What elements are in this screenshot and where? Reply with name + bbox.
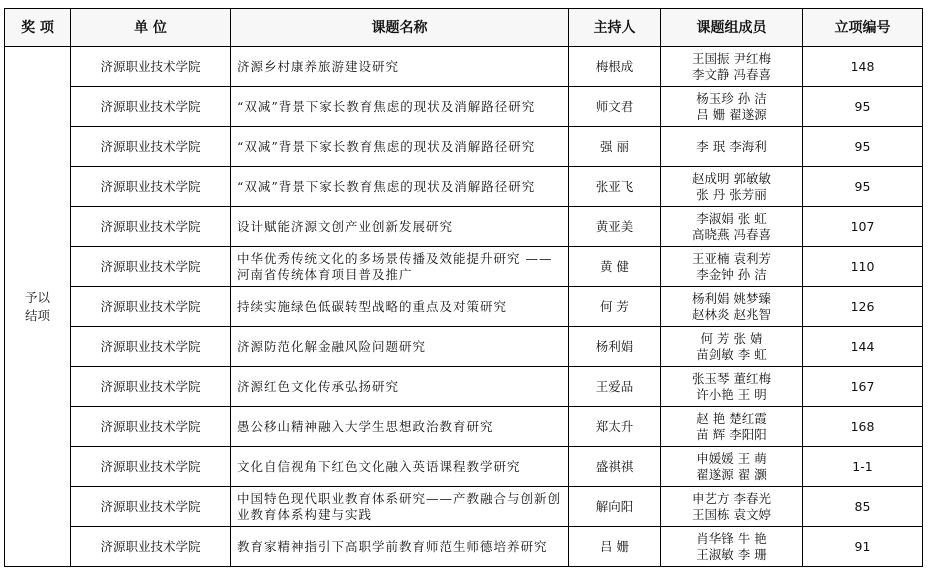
host-cell: 何 芳 bbox=[569, 287, 661, 327]
header-number: 立项编号 bbox=[803, 9, 923, 47]
award-cell bbox=[5, 47, 71, 567]
members-line: 李 珉 李海利 bbox=[696, 138, 767, 154]
header-row bbox=[5, 9, 923, 47]
members-line: 申媛媛 王 萌 bbox=[696, 450, 767, 466]
members-line: 王国栋 袁文婷 bbox=[692, 506, 771, 522]
members-line: 李淑娟 张 虹 bbox=[696, 210, 767, 226]
members-line: 李金钟 孙 洁 bbox=[696, 266, 767, 282]
members-line: 何 芳 张 婧 bbox=[700, 330, 763, 346]
table-row bbox=[5, 127, 923, 167]
table-row bbox=[5, 407, 923, 447]
members-cell bbox=[661, 167, 803, 207]
members-line: 翟遂源 翟 灏 bbox=[696, 466, 767, 482]
unit-cell: 济源职业技术学院 bbox=[71, 247, 231, 287]
title-cell: 文化自信视角下红色文化融入英语课程教学研究 bbox=[231, 447, 569, 487]
number-cell: 168 bbox=[803, 407, 923, 447]
unit-cell: 济源职业技术学院 bbox=[71, 487, 231, 527]
number-cell: 95 bbox=[803, 127, 923, 167]
number-cell: 91 bbox=[803, 527, 923, 567]
table-row bbox=[5, 87, 923, 127]
number-cell: 85 bbox=[803, 487, 923, 527]
title-cell: 教育家精神指引下高职学前教育师范生师德培养研究 bbox=[231, 527, 569, 567]
members-cell bbox=[661, 127, 803, 167]
members-line: 王淑敏 李 珊 bbox=[696, 546, 767, 562]
title-cell: 济源防范化解金融风险问题研究 bbox=[231, 327, 569, 367]
members-line: 肖华锋 牛 艳 bbox=[696, 530, 767, 546]
host-cell: 郑太升 bbox=[569, 407, 661, 447]
header-award: 奖 项 bbox=[5, 9, 71, 47]
award-value bbox=[25, 289, 50, 325]
table-row bbox=[5, 247, 923, 287]
host-cell: 吕 姗 bbox=[569, 527, 661, 567]
award-value-line1: 予以 bbox=[24, 289, 50, 305]
title-cell: 愚公移山精神融入大学生思想政治教育研究 bbox=[231, 407, 569, 447]
unit-cell: 济源职业技术学院 bbox=[71, 87, 231, 127]
number-cell: 167 bbox=[803, 367, 923, 407]
unit-cell: 济源职业技术学院 bbox=[71, 447, 231, 487]
members-line: 张玉琴 董红梅 bbox=[692, 370, 771, 386]
host-cell: 黄 健 bbox=[569, 247, 661, 287]
host-cell: 张亚飞 bbox=[569, 167, 661, 207]
host-cell: 梅根成 bbox=[569, 47, 661, 87]
unit-cell: 济源职业技术学院 bbox=[71, 167, 231, 207]
members-cell bbox=[661, 487, 803, 527]
title-cell: 设计赋能济源文创产业创新发展研究 bbox=[231, 207, 569, 247]
members-cell bbox=[661, 367, 803, 407]
host-cell: 王爱品 bbox=[569, 367, 661, 407]
title-cell: “双减”背景下家长教育焦虑的现状及消解路径研究 bbox=[231, 87, 569, 127]
table-row bbox=[5, 327, 923, 367]
host-cell: 杨利娟 bbox=[569, 327, 661, 367]
title-cell: “双减”背景下家长教育焦虑的现状及消解路径研究 bbox=[231, 127, 569, 167]
members-line: 赵成明 郭敏敏 bbox=[692, 170, 771, 186]
award-value-line2: 结项 bbox=[24, 307, 50, 323]
host-cell: 解向阳 bbox=[569, 487, 661, 527]
members-cell bbox=[661, 527, 803, 567]
title-cell: 中华优秀传统文化的多场景传播及效能提升研究 ——河南省传统体育项目普及推广 bbox=[231, 247, 569, 287]
members-line: 许小艳 王 明 bbox=[696, 386, 767, 402]
table-row bbox=[5, 527, 923, 567]
members-line: 申艺方 李春光 bbox=[692, 490, 771, 506]
number-cell: 144 bbox=[803, 327, 923, 367]
members-cell bbox=[661, 287, 803, 327]
header-members: 课题组成员 bbox=[661, 9, 803, 47]
members-line: 王亚楠 袁利芳 bbox=[692, 250, 771, 266]
members-line: 杨玉珍 孙 洁 bbox=[696, 90, 767, 106]
table-row bbox=[5, 47, 923, 87]
host-cell: 黄亚美 bbox=[569, 207, 661, 247]
title-cell: 济源乡村康养旅游建设研究 bbox=[231, 47, 569, 87]
members-line: 赵林炎 赵兆智 bbox=[692, 306, 771, 322]
table-row bbox=[5, 447, 923, 487]
number-cell: 107 bbox=[803, 207, 923, 247]
members-line: 杨利娟 姚梦臻 bbox=[692, 290, 771, 306]
members-line: 苗剑敏 李 虹 bbox=[696, 346, 767, 362]
table-row bbox=[5, 287, 923, 327]
members-cell bbox=[661, 407, 803, 447]
title-cell: 持续实施绿色低碳转型战略的重点及对策研究 bbox=[231, 287, 569, 327]
number-cell: 95 bbox=[803, 167, 923, 207]
header-host: 主持人 bbox=[569, 9, 661, 47]
number-cell: 148 bbox=[803, 47, 923, 87]
members-line: 苗 辉 李阳阳 bbox=[696, 426, 767, 442]
table-row bbox=[5, 487, 923, 527]
table-row bbox=[5, 167, 923, 207]
number-cell: 1-1 bbox=[803, 447, 923, 487]
unit-cell: 济源职业技术学院 bbox=[71, 527, 231, 567]
members-cell bbox=[661, 87, 803, 127]
members-cell bbox=[661, 247, 803, 287]
header-unit: 单 位 bbox=[71, 9, 231, 47]
unit-cell: 济源职业技术学院 bbox=[71, 327, 231, 367]
unit-cell: 济源职业技术学院 bbox=[71, 47, 231, 87]
members-cell bbox=[661, 207, 803, 247]
members-cell bbox=[661, 327, 803, 367]
members-line: 吕 姗 翟遂源 bbox=[696, 106, 767, 122]
project-table bbox=[4, 8, 923, 567]
host-cell: 强 丽 bbox=[569, 127, 661, 167]
table-row bbox=[5, 207, 923, 247]
unit-cell: 济源职业技术学院 bbox=[71, 367, 231, 407]
members-line: 高晓燕 冯春喜 bbox=[692, 226, 771, 242]
title-cell: 济源红色文化传承弘扬研究 bbox=[231, 367, 569, 407]
number-cell: 95 bbox=[803, 87, 923, 127]
members-line: 张 丹 张芳丽 bbox=[696, 186, 767, 202]
number-cell: 110 bbox=[803, 247, 923, 287]
members-line: 李文静 冯春喜 bbox=[692, 66, 771, 82]
table-row bbox=[5, 367, 923, 407]
members-cell bbox=[661, 447, 803, 487]
header-title: 课题名称 bbox=[231, 9, 569, 47]
title-cell: “双减”背景下家长教育焦虑的现状及消解路径研究 bbox=[231, 167, 569, 207]
members-cell bbox=[661, 47, 803, 87]
title-cell: 中国特色现代职业教育体系研究——产教融合与创新创业教育体系构建与实践 bbox=[231, 487, 569, 527]
unit-cell: 济源职业技术学院 bbox=[71, 207, 231, 247]
number-cell: 126 bbox=[803, 287, 923, 327]
unit-cell: 济源职业技术学院 bbox=[71, 287, 231, 327]
unit-cell: 济源职业技术学院 bbox=[71, 127, 231, 167]
unit-cell: 济源职业技术学院 bbox=[71, 407, 231, 447]
members-line: 王国振 尹红梅 bbox=[692, 50, 771, 66]
host-cell: 师文君 bbox=[569, 87, 661, 127]
host-cell: 盛祺祺 bbox=[569, 447, 661, 487]
members-line: 赵 艳 楚红霞 bbox=[696, 410, 767, 426]
